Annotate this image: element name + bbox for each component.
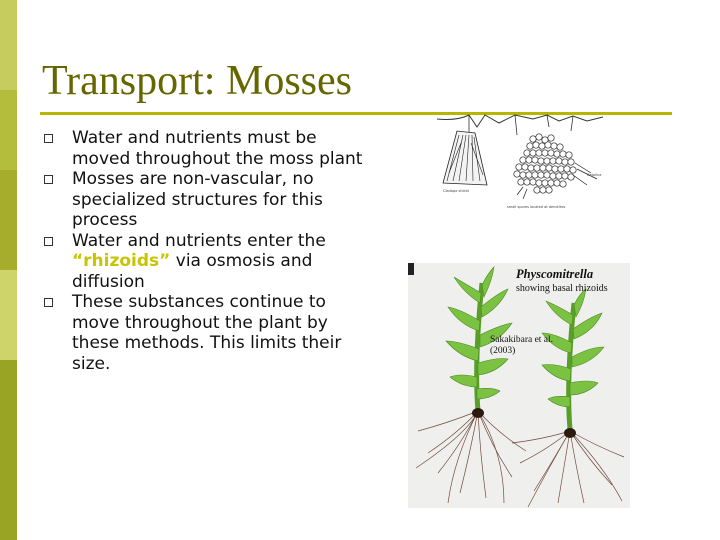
- left-accent-bar-segment: [0, 360, 17, 540]
- sketch-label-left: Cladopa shield: [443, 189, 469, 193]
- bullet-text: Water and nutrients must be moved throughout the moss plant: [72, 128, 363, 169]
- moss-structure-drawing: [437, 113, 607, 217]
- figure-credit-year: (2003): [490, 346, 516, 356]
- figure-caption: showing basal rhizoids: [516, 283, 608, 294]
- square-bullet-icon: [44, 134, 53, 143]
- left-accent-bar-segment: [0, 270, 17, 360]
- left-accent-bar-segment: [0, 90, 17, 170]
- square-bullet-icon: [44, 237, 53, 246]
- physcomitrella-photo: [408, 263, 630, 508]
- sketch-label-bottom: small spores located at dendrites: [507, 205, 566, 209]
- bullet-item: [44, 292, 364, 374]
- bullet-text: Mosses are non-vascular, no specialized structures for this process: [72, 169, 323, 230]
- bullet-text-after: via osmosis and diffusion: [72, 251, 313, 292]
- moss-sketch-svg: [437, 113, 607, 217]
- figure-species-name: Physcomitrella: [516, 267, 594, 281]
- bullet-list: [44, 128, 364, 374]
- figure-credit: [490, 335, 553, 357]
- sketch-label-right: Catalina: [587, 173, 602, 177]
- square-bullet-icon: [44, 175, 53, 184]
- slide-title: Transport: Mosses: [42, 58, 352, 104]
- bullet-item: [44, 128, 364, 169]
- square-bullet-icon: [44, 298, 53, 307]
- bullet-item: [44, 231, 364, 293]
- bullet-text-before: Water and nutrients enter the: [72, 230, 326, 251]
- rhizoids-highlight: “rhizoids”: [72, 251, 171, 271]
- left-accent-bar-segment: [0, 170, 17, 270]
- figure-credit-name: Sakakibara et al.: [490, 335, 554, 345]
- moss-plants-illustration: [408, 263, 630, 508]
- bullet-item: [44, 169, 364, 231]
- left-accent-bar-segment: [0, 0, 17, 90]
- bullet-text: These substances continue to move throughout the plant by these methods. This limits their size.: [72, 292, 342, 374]
